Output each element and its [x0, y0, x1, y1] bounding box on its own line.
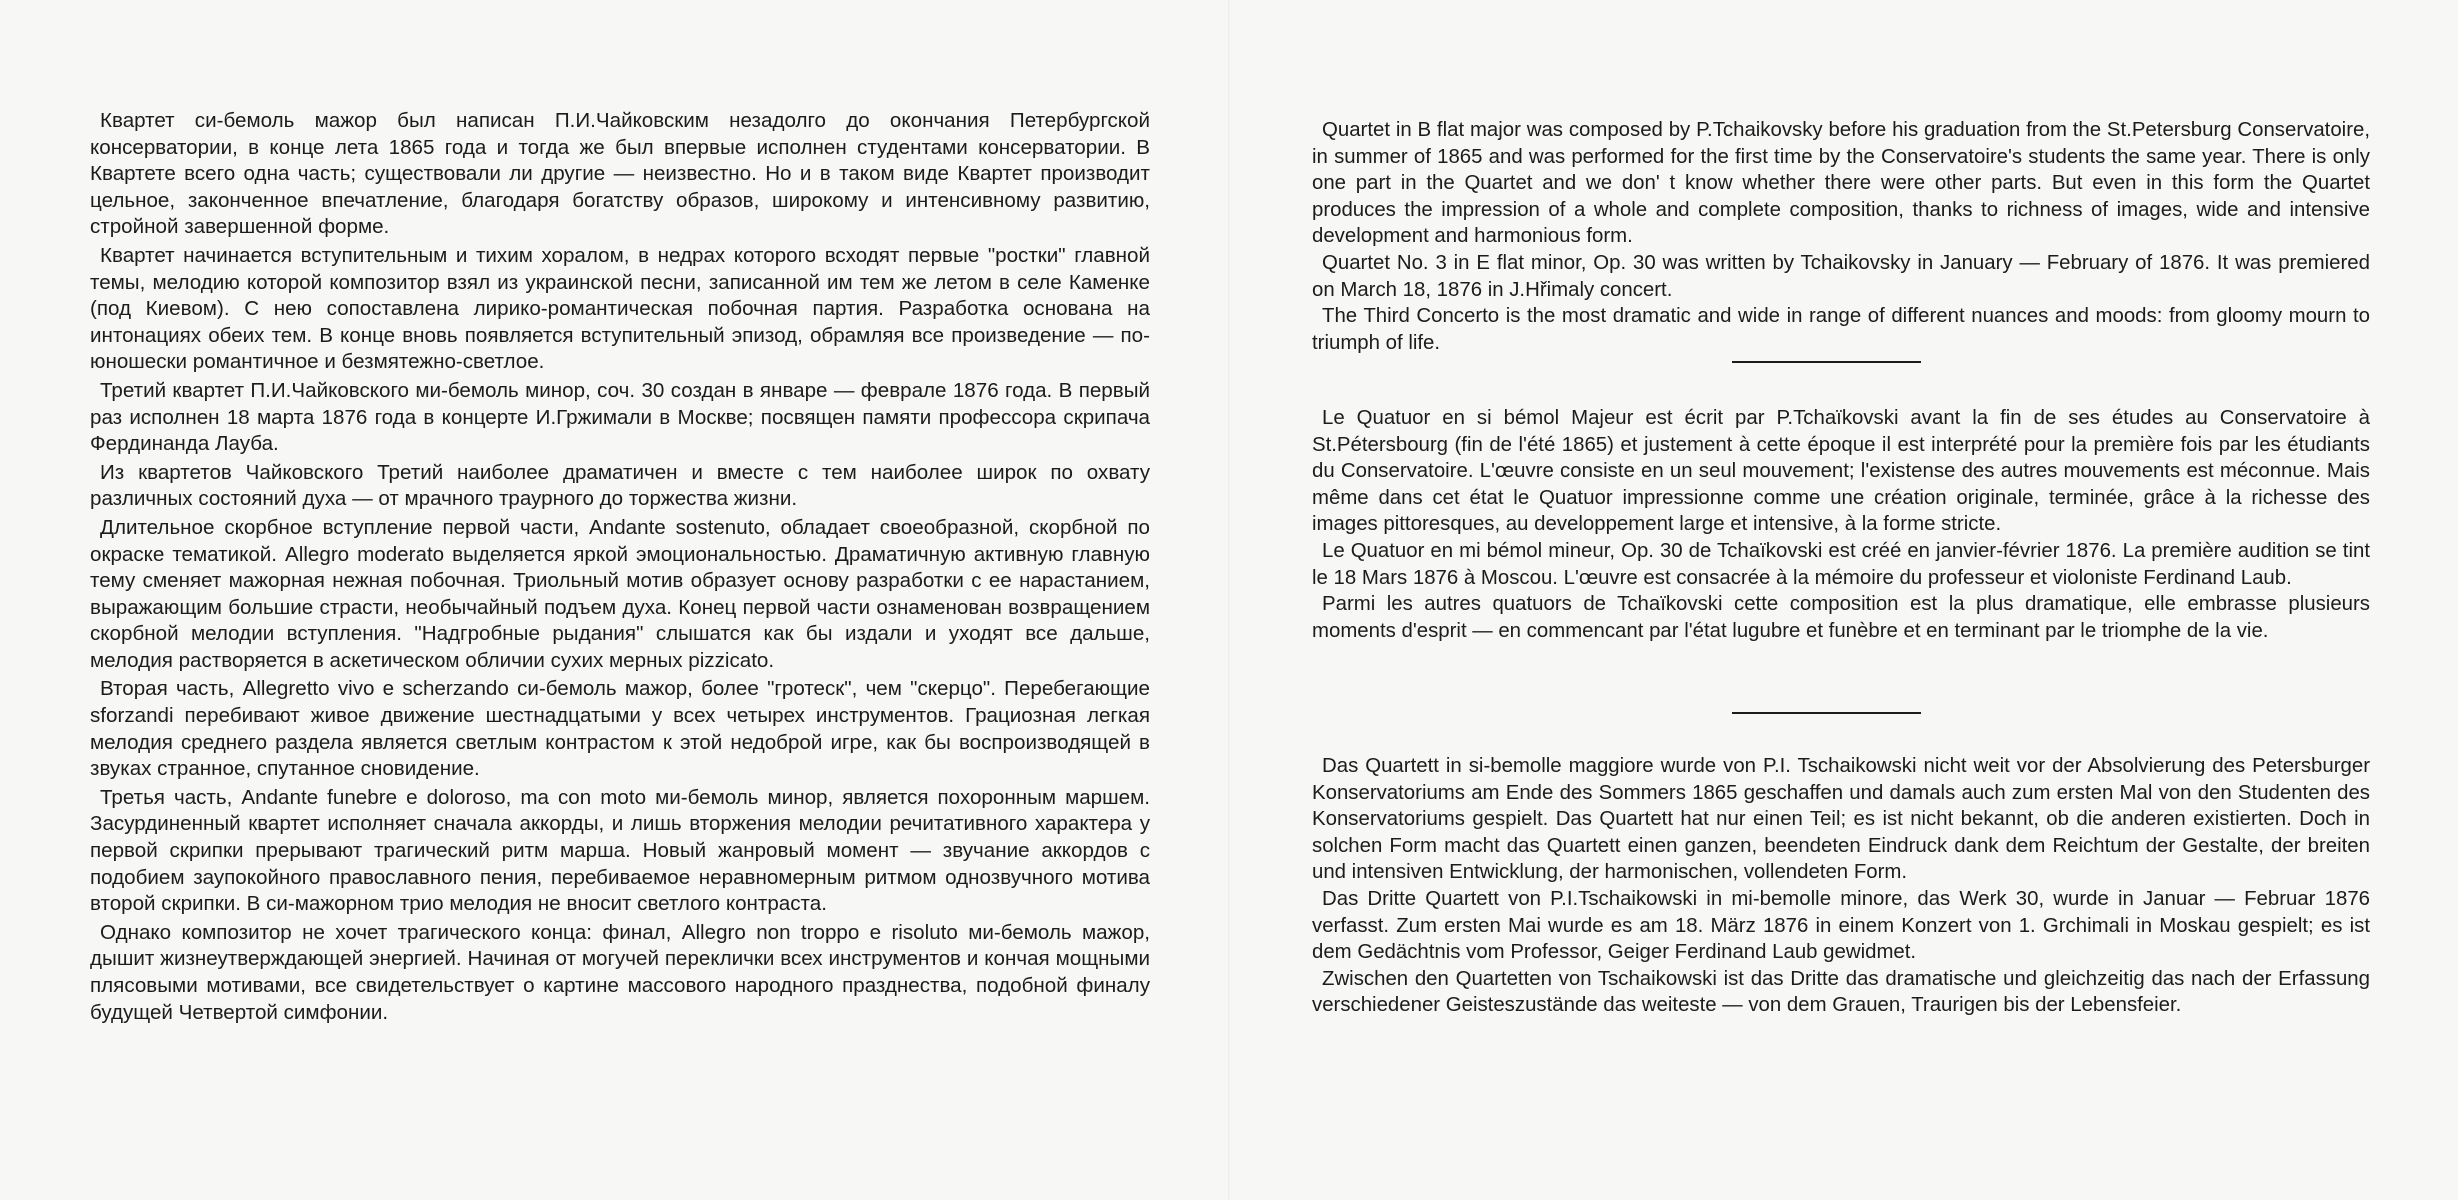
section-separator-line [1732, 361, 1921, 363]
fr-paragraph-2: Le Quatuor en mi bémol mineur, Op. 30 de Tchaïkovski est créé en janvier-février 1876. La première audition se tint le 18 Mars 1876 à Moscou. L'œuvre est consacrée à la mémoire du professeur et violoniste Ferdinand Laub. [1312, 539, 2370, 589]
english-text-column [1312, 117, 2370, 356]
french-text-column [1312, 405, 2370, 644]
ru-paragraph-7: Третья часть, Andante funebre e doloroso, ma con moto ми-бемоль минор, является похоронным маршем. Засурдиненный квартет исполняет сначала аккорды, и лишь вторжения мелодии речитативного характера у первой скрипки прерывают трагический ритм марша. Новый жанровый момент — звучание аккордов с подобием заупокойного православного пения, перебиваемое неравномерным ритмом однозвучного мотива второй скрипки. В си-мажорном трио мелодия не вносит светлого контраста. [90, 785, 1150, 916]
ru-paragraph-8: Однако композитор не хочет трагического конца: финал, Allegro non troppo e risoluto ми-бемоль мажор, дышит жизнеутверждающей энергией. Начиная от могучей переклички всех инструментов и кончая мощными плясовыми мотивами, все свидетельствует о картине массового народного празднества, подобной финалу будущей Четвертой симфонии. [90, 920, 1150, 1024]
de-paragraph-1: Das Quartett in si-bemolle maggiore wurde von P.I. Tschaikowski nicht weit vor der Absolvierung des Petersburger Konservatoriums am Ende des Sommers 1865 geschaffen und damals auch zum ersten Mal von den Studenten des Konservatoriums gespielt. Das Quartett hat nur einen Teil; es ist nicht bekannt, ob die anderen existierten. Doch in solchen Form macht das Quartett einen ganzen, beendeten Eindruck dank dem Reichtum der Gestalte, der breiten und intensiven Entwicklung, der harmonischen, vollendeten Form. [1312, 755, 2370, 884]
right-page [1229, 0, 2458, 1200]
section-separator-line [1732, 712, 1921, 714]
ru-paragraph-5: Длительное скорбное вступление первой части, Andante sostenuto, обладает своеобразной, скорбной по окраске тематикой. Allegro moderato выделяется яркой эмоциональностью. Драматичную активную главную тему сменяет мажорная нежная побочная. Триольный мотив образует основу разработки с ее нарастанием, выражающим большие страсти, необычайный подъем духа. Конец первой части ознаменован возвращением скорбной мелодии вступления. "Надгробные рыдания" слышатся как бы издали и уходят все дальше, мелодия растворяется в аскетическом обличии сухих мерных pizzicato. [90, 515, 1150, 672]
de-paragraph-2: Das Dritte Quartett von P.I.Tschaikowski in mi-bemolle minore, das Werk 30, wurde in Januar — Februar 1876 verfasst. Zum ersten Mai wurde es am 18. März 1876 in einem Konzert von 1. Grchimali in Moskau gespielt; es ist dem Gedächtnis vom Professor, Geiger Ferdinand Laub gewidmet. [1312, 887, 2370, 964]
en-paragraph-2: Quartet No. 3 in E flat minor, Op. 30 was written by Tchaikovsky in January — February of 1876. It was premiered on March 18, 1876 in J.Hřimaly concert. [1312, 251, 2370, 301]
german-text-column [1312, 753, 2370, 1019]
fr-paragraph-3: Parmi les autres quatuors de Tchaïkovski cette composition est la plus dramatique, elle embrasse plusieurs moments d'esprit — en commencant par l'état lugubre et funèbre et en terminant par le triomphe de la vie. [1312, 593, 2370, 642]
russian-text-column [90, 108, 1150, 1026]
ru-paragraph-2: Квартет начинается вступительным и тихим хоралом, в недрах которого всходят первые "ростки" главной темы, мелодию которой композитор взял из украинской песни, записанной им тем же летом в селе Каменке (под Киевом). С нею сопоставлена лирико-романтическая побочная партия. Разработка основана на интонациях обеих тем. В конце вновь появляется вступительный эпизод, обрамляя все произведение — по-юношески романтичное и безмятежно-светлое. [90, 243, 1150, 374]
ru-paragraph-1: Квартет си-бемоль мажор был написан П.И.Чайковским незадолго до окончания Петербургской консерватории, в конце лета 1865 года и тогда же был впервые исполнен студентами консерватории. В Квартете всего одна часть; существовали ли другие — неизвестно. Но и в таком виде Квартет производит цельное, законченное впечатление, благодаря богатству образов, широкому и интенсивному развитию, стройной завершенной форме. [90, 109, 1150, 239]
en-paragraph-1: Quartet in B flat major was composed by P.Tchaikovsky before his graduation from the St.Petersburg Conservatoire, in summer of 1865 and was performed for the first time by the Conservatoire's students the same year. There is only one part in the Quartet and we don' t know whether there were other parts. But even in this form the Quartet produces the impression of a whole and complete composition, thanks to richness of images, wide and intensive development and harmonious form. [1312, 119, 2370, 248]
ru-paragraph-3: Третий квартет П.И.Чайковского ми-бемоль минор, соч. 30 создан в январе — феврале 1876 года. В первый раз исполнен 18 марта 1876 года в концерте И.Гржимали в Москве; посвящен памяти профессора скрипача Фердинанда Лауба. [90, 378, 1150, 456]
de-paragraph-3: Zwischen den Quartetten von Tschaikowski ist das Dritte das dramatische und gleichzeitig das nach der Erfassung verschiedener Geisteszustände das weiteste — von dem Grauen, Traurigen bis der Lebensfeier. [1312, 967, 2370, 1017]
ru-paragraph-4: Из квартетов Чайковского Третий наиболее драматичен и вместе с тем наиболее широк по охвату различных состояний духа — от мрачного траурного до торжества жизни. [90, 460, 1150, 511]
fr-paragraph-1: Le Quatuor en si bémol Majeur est écrit par P.Tchaïkovski avant la fin de ses études au Conservatoire à St.Pétersbourg (fin de l'été 1865) et justement à cette époque il est interprété pour la première fois par les étudiants du Conservatoire. L'œuvre consiste en un seul mouvement; l'existense des autres mouvements est méconnue. Mais même dans cet état le Quatuor impressionne comme une création originale, terminée, grâce à la richesse des images pittoresques, au developpement large et intensive, à la forme stricte. [1312, 407, 2370, 536]
en-paragraph-3: The Third Concerto is the most dramatic and wide in range of different nuances and moods: from gloomy mourn to triumph of life. [1312, 305, 2370, 354]
ru-paragraph-6: Вторая часть, Allegretto vivo e scherzando си-бемоль мажор, более "гротеск", чем "скерцо". Перебегающие sforzandi перебивают живое движение шестнадцатыми у всех четырех инструментов. Грациозная легкая мелодия среднего раздела является светлым контрастом к этой недоброй игре, как бы воспроизводящей в звуках странное, спутанное сновидение. [90, 677, 1150, 781]
